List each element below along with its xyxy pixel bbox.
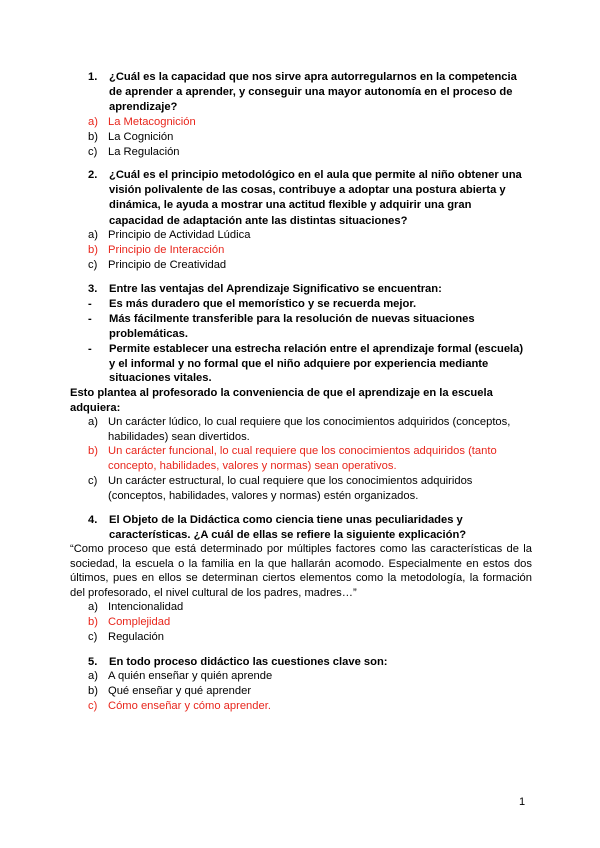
option-letter: c) bbox=[88, 259, 98, 271]
option-text: La Cognición bbox=[108, 131, 174, 143]
question-2 bbox=[88, 168, 528, 229]
question-text: En todo proceso didáctico las cuestiones clave son: bbox=[109, 656, 388, 668]
option-text: La Regulación bbox=[108, 146, 180, 158]
answer-option-correct bbox=[88, 615, 170, 630]
option-letter: c) bbox=[88, 475, 98, 487]
question-text: ¿Cuál es el principio metodológico en el aula que permite al niño obtener una visión polivalente de las cosas, contribuye a adoptar una postura abierta y dinámica, le ayuda a mostrar una actitud flexible y adquirir una gran capacidad de adaptación ante las distintas situaciones? bbox=[109, 169, 522, 227]
question-4 bbox=[88, 513, 528, 543]
bullet-dash: - bbox=[88, 313, 92, 325]
answer-option bbox=[88, 258, 226, 273]
option-text: La Metacognición bbox=[108, 116, 196, 128]
answer-option bbox=[88, 415, 528, 445]
answer-option bbox=[88, 474, 528, 504]
answer-option bbox=[88, 228, 250, 243]
option-text: Un carácter estructural, lo cual requiere que los conocimientos adquiridos (conceptos, habilidades, valores y normas) estén organizados. bbox=[108, 475, 473, 502]
question-3 bbox=[88, 282, 528, 297]
answer-option-correct bbox=[88, 243, 224, 258]
option-text: Qué enseñar y qué aprender bbox=[108, 685, 252, 697]
option-letter: c) bbox=[88, 700, 98, 712]
bullet-text: Más fácilmente transferible para la resolución de nuevas situaciones problemáticas. bbox=[109, 313, 475, 340]
advantage-item bbox=[88, 342, 528, 386]
option-letter: b) bbox=[88, 445, 98, 457]
question-3-intro: Esto plantea al profesorado la conveniencia de que el aprendizaje en la escuela adquiera: bbox=[70, 387, 493, 414]
answer-option bbox=[88, 600, 183, 615]
bullet-text: Permite establecer una estrecha relación entre el aprendizaje formal (escuela) y el informal y no formal que el niño adquiere por experiencia mediante situaciones vitales. bbox=[109, 343, 524, 385]
question-text: El Objeto de la Didáctica como ciencia tiene unas peculiaridades y características. ¿A cuál de ellas se refiere la siguiente explicación? bbox=[109, 514, 467, 542]
answer-option bbox=[88, 145, 180, 160]
option-letter: b) bbox=[88, 685, 98, 697]
question-4-quote: “Como proceso que está determinado por múltiples factores como las características de la sociedad, la escuela o la familia en la que hallarán acomodo. Especialmente en estos dos últimos, pues en ellos se determinan ciertos elementos como la metodología, la formación del profesorado, el nivel cultural de los padres, madres…” bbox=[70, 543, 532, 599]
option-text: Intencionalidad bbox=[108, 601, 184, 613]
bullet-dash: - bbox=[88, 343, 92, 355]
answer-option bbox=[88, 669, 272, 684]
option-text: Principio de Actividad Lúdica bbox=[108, 229, 251, 241]
question-1 bbox=[88, 70, 528, 116]
question-number: 5. bbox=[88, 656, 98, 668]
option-letter: a) bbox=[88, 116, 98, 128]
question-number: 4. bbox=[88, 514, 98, 526]
answer-option bbox=[88, 630, 164, 645]
question-number: 1. bbox=[88, 71, 98, 83]
answer-option-correct bbox=[88, 115, 196, 130]
option-text: Regulación bbox=[108, 631, 164, 643]
option-text: A quién enseñar y quién aprende bbox=[108, 670, 273, 682]
question-text: Entre las ventajas del Aprendizaje Significativo se encuentran: bbox=[109, 283, 442, 295]
bullet-dash: - bbox=[88, 298, 92, 310]
advantage-item bbox=[88, 297, 528, 312]
option-letter: b) bbox=[88, 616, 98, 628]
option-text: Un carácter lúdico, lo cual requiere que los conocimientos adquiridos (conceptos, habilidades) sean divertidos. bbox=[108, 416, 511, 443]
option-letter: a) bbox=[88, 229, 98, 241]
option-text: Complejidad bbox=[108, 616, 171, 628]
answer-option bbox=[88, 684, 251, 699]
answer-option-correct bbox=[88, 444, 528, 474]
question-5 bbox=[88, 655, 528, 670]
option-letter: a) bbox=[88, 416, 98, 428]
option-text: Principio de Interacción bbox=[108, 244, 225, 256]
option-letter: a) bbox=[88, 670, 98, 682]
option-text: Cómo enseñar y cómo aprender. bbox=[108, 700, 271, 712]
advantage-item bbox=[88, 312, 528, 341]
option-letter: c) bbox=[88, 146, 98, 158]
question-text: ¿Cuál es la capacidad que nos sirve apra autorregularnos en la competencia de aprender a aprender, y conseguir una mayor autonomía en el proceso de aprendizaje? bbox=[109, 71, 517, 114]
answer-option-correct bbox=[88, 699, 271, 714]
question-number: 2. bbox=[88, 169, 98, 181]
option-letter: c) bbox=[88, 631, 98, 643]
option-letter: a) bbox=[88, 601, 98, 613]
option-text: Un carácter funcional, lo cual requiere que los conocimientos adquiridos (tanto concepto, habilidades, valores y normas) sean operativos. bbox=[108, 445, 497, 472]
answer-option bbox=[88, 130, 173, 145]
option-text: Principio de Creatividad bbox=[108, 259, 227, 271]
page-number: 1 bbox=[519, 796, 526, 808]
question-number: 3. bbox=[88, 283, 98, 295]
bullet-text: Es más duradero que el memorístico y se recuerda mejor. bbox=[109, 298, 417, 310]
option-letter: b) bbox=[88, 131, 98, 143]
option-letter: b) bbox=[88, 244, 98, 256]
